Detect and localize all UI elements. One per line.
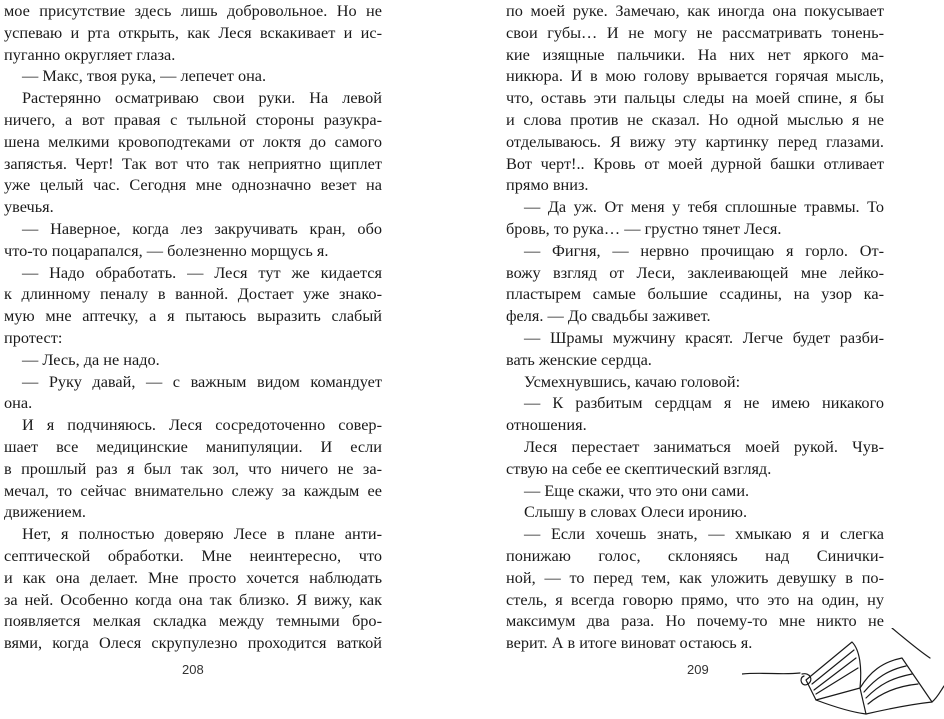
text-line: и как она делает. Мне просто хочется наблюдать [4,567,382,587]
text-line: прямо вниз. [506,175,589,195]
text-line: свои губы… И не могу не рассматривать тонень- [506,22,884,42]
text-line: — Лесь, да не надо. [22,349,160,369]
text-line: по моей руке. Замечаю, как иногда она покусывает [506,1,884,20]
text-line: — Шрамы мужчину красят. Легче будет разби- [524,327,884,347]
text-line: септической обработки. Мне неинтересно, что [4,545,382,565]
text-line: Леся перестает заниматься моей рукой. Чув- [524,436,884,456]
text-line: — К разбитым сердцам я не имею никакого [524,393,884,413]
text-line: успеваю и рта открыть, как Леся вскакивает и ис- [4,22,382,42]
text-line: максимум два раза. Но почему-то мне никто не [506,611,884,631]
text-line: отношения. [506,415,587,435]
text-line: Вот черт!.. Кровь от моей дурной башки отливает [506,153,884,173]
text-line: Нет, я полностью доверяю Лесе в плане анти- [22,524,382,544]
text-line: движением. [4,502,86,522]
text-line: Растерянно осматриваю свои руки. На левой [22,88,382,108]
text-line: — Еще скажи, что это они сами. [524,480,750,500]
right-page-number: 209 [687,662,709,677]
text-line: мечал, то сейчас внимательно слежу за каждым ее [4,480,382,500]
text-line: мую мне аптечку, а я пытаюсь выразить слабый [4,306,382,326]
text-line: вожу взгляд от Леси, заклеивающей мне лейко- [506,262,884,282]
text-line: Слышу в словах Олеси иронию. [524,502,748,522]
text-line: Усмехнувшись, качаю головой: [524,371,741,391]
text-line: — Если хочешь знать, — хмыкаю я и слегка [524,524,884,544]
text-line: за ней. Особенно когда она так близко. Я вижу, как [4,589,382,609]
text-line: феля. — До свадьбы заживет. [506,306,711,326]
left-page-number: 208 [182,662,204,677]
text-line: — Надо обработать. — Леся тут же кидается [22,262,382,282]
text-line: пуганно округляет глаза. [4,44,176,64]
text-line: — Фигня, — нервно прочищаю я горло. От- [524,240,884,260]
text-line: ной, — то перед тем, как уложить девушку в по- [506,567,884,587]
text-line: мое присутствие здесь лишь добровольное. Но не [4,1,382,20]
text-line: ствую на себе ее скептический взгляд. [506,458,772,478]
text-line: уже целый час. Сегодня мне однозначно везет на [4,175,382,195]
text-line: отделываюсь. Я вижу эту картинку перед глазами. [506,131,884,151]
text-line: что, оставь эти пальцы следы на моей спине, я бы [506,88,884,108]
text-line: увечья. [4,197,54,217]
text-line: — Наверное, когда лез закручивать кран, обо [22,218,382,238]
text-line: протест: [4,327,63,347]
text-line: — Да уж. От меня у тебя сплошные травмы. То [524,197,884,217]
text-line: ничего, а вот правая с тыльной стороны разукра- [4,109,382,129]
text-line: И я подчиняюсь. Леся сосредоточенно совер- [22,415,382,435]
text-line: и слова против не сказал. Но одной мыслью я не [506,109,884,129]
text-line: понижаю голос, склоняясь над Синички- [506,545,884,565]
text-line: пластырем самые большие ссадины, на узор ка- [506,284,884,304]
text-line: — Макс, твоя рука, — лепечет она. [22,66,267,86]
text-line: запястья. Черт! Так вот что так неприятно щиплет [4,153,382,173]
open-book-icon [742,628,944,719]
text-line: появляется мелкая складка между темными бро- [4,611,382,631]
text-line: никюра. И в мою голову врывается горячая мысль, [506,66,884,86]
text-line: — Руку давай, — с важным видом командует [22,371,382,391]
text-line: вать женские сердца. [506,349,652,369]
text-line: верит. А в итоге виноват остаюсь я. [506,633,753,653]
text-line: стель, я всегда говорю прямо, что это на один, ну [506,589,884,609]
text-line: она. [4,393,33,413]
text-line: кие изящные пальчики. На них нет яркого ма- [506,44,884,64]
text-line: шена мелкими кровоподтеками от локтя до самого [4,131,382,151]
text-line: к длинному пеналу в ванной. Достает уже знако- [4,284,382,304]
text-line: шает все медицинские манипуляции. И если [4,436,382,456]
left-page-text [4,0,382,654]
right-page-text [506,0,884,654]
text-line: вями, когда Олеся скрупулезно проходится ваткой [4,633,382,653]
text-line: в прошлый раз я был так зол, что ничего не за- [4,458,382,478]
text-line: что-то поцарапался, — болезненно морщусь я. [4,240,329,260]
text-line: бровь, то рука… — грустно тянет Леся. [506,218,782,238]
